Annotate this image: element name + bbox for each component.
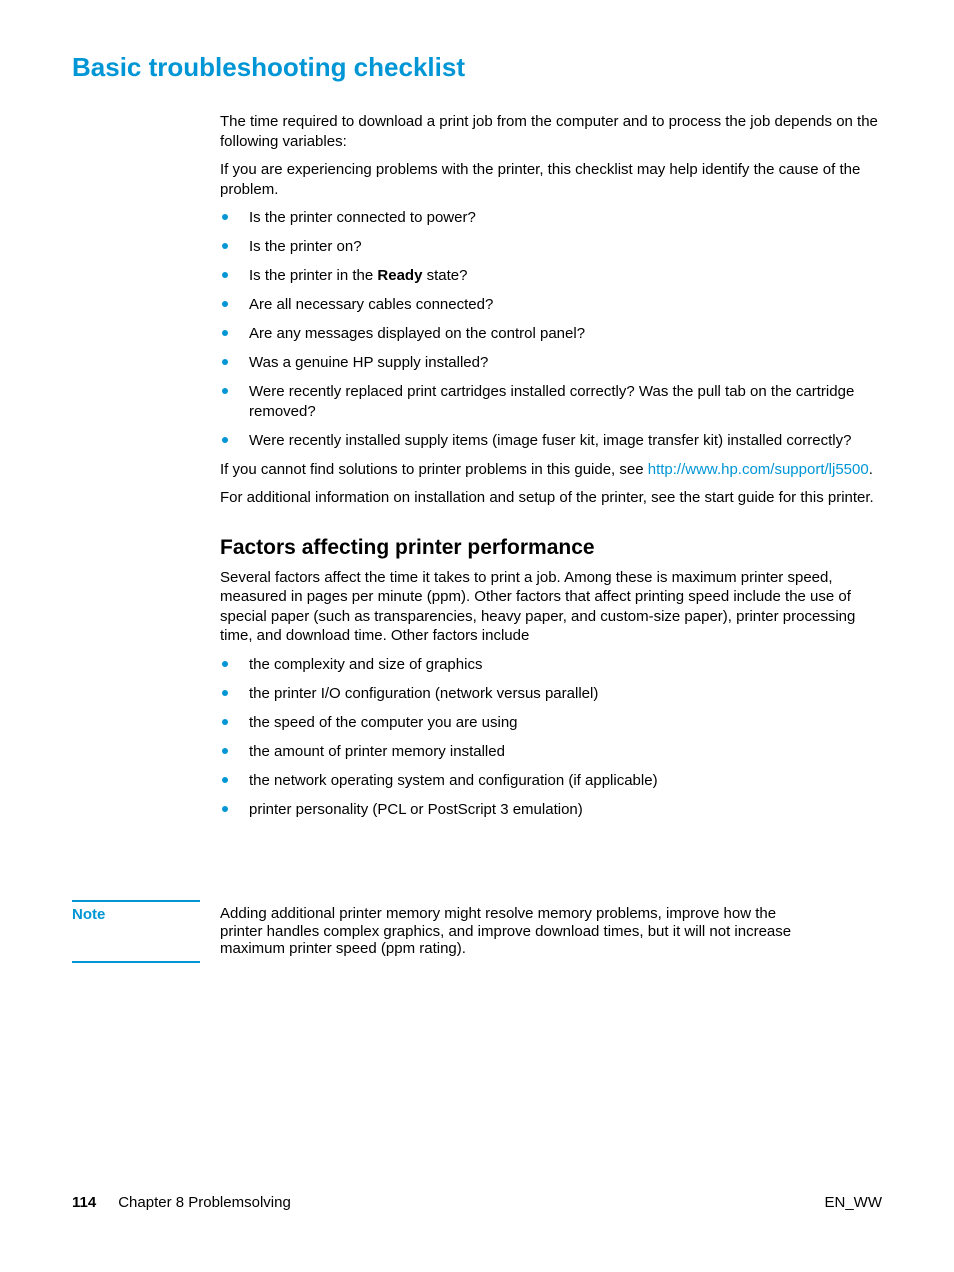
note-text: Adding additional printer memory might resolve memory problems, improve how the printer handles complex graphics, and improve download times, but it will not increase maximum printer speed (ppm rating). [220, 905, 792, 957]
solutions-text-end: . [868, 460, 873, 478]
factors-paragraph: Several factors affect the time it takes to print a job. Among these is maximum printer speed, measured in pages per minute (ppm). Other factors that affect printing speed include the use of special paper (such as transparencies, heavy paper, and custom-size paper), printer processing time, and download time. Other factors include [220, 568, 856, 644]
bullet-icon [222, 690, 228, 696]
bullet-icon [222, 243, 228, 249]
list-item-text-pre: Is the printer in the [249, 267, 378, 284]
bullet-icon [222, 719, 228, 725]
list-item-text: Were recently installed supply items (image fuser kit, image transfer kit) installed correctly? [249, 431, 852, 449]
list-item [220, 431, 884, 451]
bullet-icon [222, 301, 228, 307]
note-label: Note [72, 906, 106, 923]
list-item [220, 382, 884, 421]
bullet-icon [222, 777, 228, 783]
list-item-text: Is the printer connected to power? [249, 209, 476, 226]
factors-list [220, 655, 884, 820]
solutions-text: If you cannot find solutions to printer problems in this guide, see [220, 460, 648, 478]
note-divider-top [72, 900, 200, 902]
page-number: 114 [72, 1194, 97, 1211]
list-item [220, 266, 884, 286]
list-item [220, 237, 884, 257]
note-divider-bottom [72, 961, 200, 963]
list-item [220, 771, 884, 791]
bullet-icon [222, 437, 228, 443]
list-item-text: the network operating system and configuration (if applicable) [249, 771, 658, 789]
intro-paragraph: The time required to download a print job from the computer and to process the job depends on the following variables: [220, 113, 878, 150]
bullet-icon [222, 748, 228, 754]
bullet-icon [222, 272, 228, 278]
list-item [220, 353, 884, 373]
intro-paragraph: If you are experiencing problems with the printer, this checklist may help identify the cause of the problem. [220, 161, 861, 198]
chapter-label: Chapter 8 Problemsolving [118, 1194, 291, 1211]
list-item [220, 208, 884, 228]
list-item-text: the speed of the computer you are using [249, 713, 518, 731]
list-item-text: Is the printer on? [249, 238, 362, 255]
list-item-text: Were recently replaced print cartridges installed correctly? Was the pull tab on the cartridge removed? [249, 383, 855, 420]
list-item [220, 295, 884, 315]
page-title: Basic troubleshooting checklist [72, 52, 465, 82]
bullet-icon [222, 330, 228, 336]
list-item-text: printer personality (PCL or PostScript 3 emulation) [249, 800, 583, 818]
list-item [220, 684, 884, 704]
bullet-icon [222, 806, 228, 812]
footer-left [72, 1194, 291, 1211]
bullet-icon [222, 214, 228, 220]
page-footer [72, 1194, 882, 1211]
list-item [220, 742, 884, 762]
list-item-text: the complexity and size of graphics [249, 655, 483, 673]
main-content [220, 112, 884, 829]
list-item-text: Are all necessary cables connected? [249, 296, 494, 313]
list-item-text: Was a genuine HP supply installed? [249, 354, 489, 371]
edition-label: EN_WW [824, 1194, 882, 1211]
list-item-text-post: state? [422, 267, 468, 284]
list-item [220, 713, 884, 733]
section-heading: Factors affecting printer performance [220, 535, 595, 559]
list-item-text: Are any messages displayed on the control panel? [249, 325, 586, 342]
list-item [220, 655, 884, 675]
list-item [220, 324, 884, 344]
bullet-icon [222, 388, 228, 394]
checklist [220, 208, 884, 450]
list-item [220, 800, 884, 820]
bullet-icon [222, 359, 228, 365]
ready-state-label: Ready [377, 267, 423, 284]
list-item-text: the amount of printer memory installed [249, 742, 505, 760]
support-link[interactable]: http://www.hp.com/support/lj5500 [647, 460, 869, 478]
bullet-icon [222, 661, 228, 667]
additional-info-paragraph: For additional information on installation and setup of the printer, see the start guide for this printer. [220, 489, 874, 506]
list-item-text: the printer I/O configuration (network versus parallel) [249, 684, 599, 702]
solutions-paragraph [220, 460, 884, 480]
